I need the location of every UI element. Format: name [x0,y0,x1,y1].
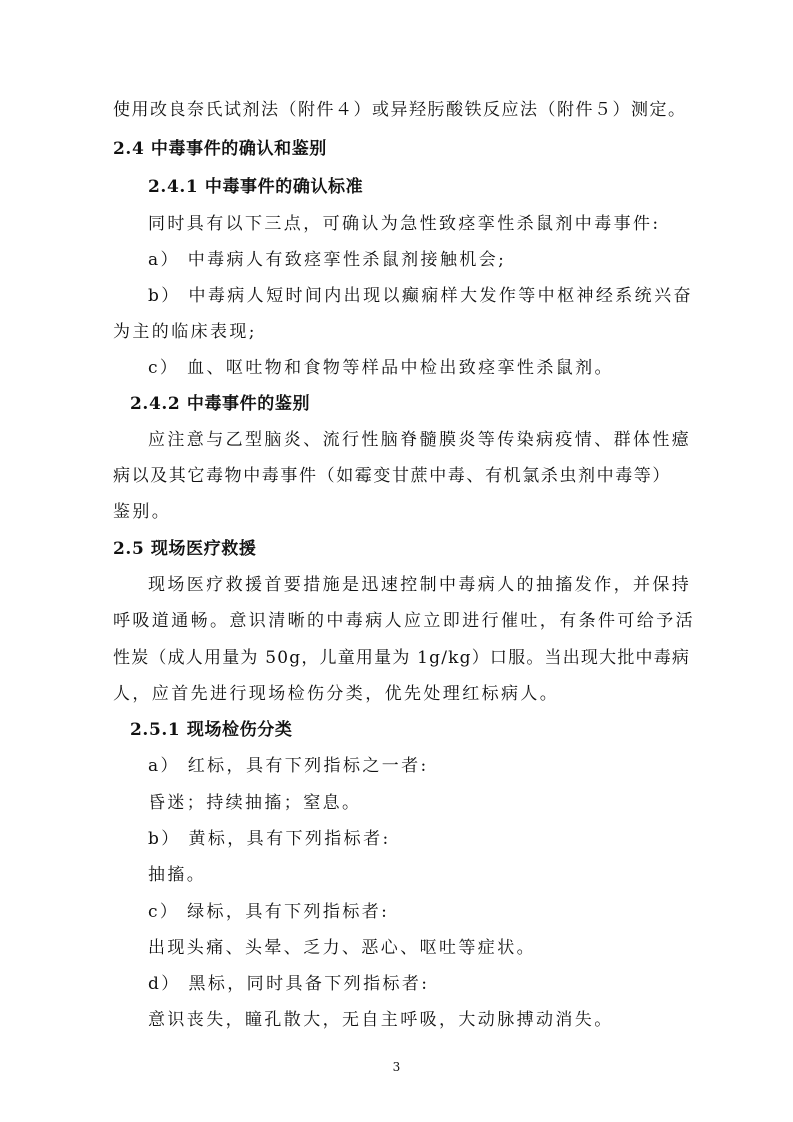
triage-green-label: c） 绿标，具有下列指标者: [148,902,390,922]
list-item-b-continued: 为主的临床表现; [113,322,257,342]
body-line: 使用改良奈氏试剂法（附件４）或异羟肟酸铁反应法（附件５）测定。 [113,100,687,120]
body-line: 应注意与乙型脑炎、流行性脑脊髓膜炎等传染病疫情、群体性癔 [148,430,692,450]
body-line: 鉴别。 [113,502,172,522]
list-item-a: a） 中毒病人有致痉挛性杀鼠剂接触机会; [148,250,507,270]
subsection-heading-2-5-1: 2.5.1 现场检伤分类 [130,720,293,740]
page-number: 3 [392,1060,401,1074]
triage-yellow-label: b） 黄标，具有下列指标者: [148,829,391,849]
subsection-heading-2-4-2: 2.4.2 中毒事件的鉴别 [130,394,311,414]
list-item-c: c） 血、呕吐物和食物等样品中检出致痉挛性杀鼠剂。 [148,358,614,378]
section-heading-2-5: 2.5 现场医疗救援 [113,539,257,559]
body-line: 人，应首先进行现场检伤分类，优先处理红标病人。 [113,684,560,704]
body-line: 性炭（成人用量为 50g，儿童用量为 1g/kg）口服。当出现大批中毒病 [113,648,691,668]
body-line: 病以及其它毒物中毒事件（如霉变甘蔗中毒、有机氯杀虫剂中毒等） [113,466,671,486]
triage-red-criteria: 昏迷；持续抽搐；窒息。 [148,793,362,813]
triage-green-criteria: 出现头痛、头晕、乏力、恶心、呕吐等症状。 [148,938,536,958]
body-line: 同时具有以下三点，可确认为急性致痉挛性杀鼠剂中毒事件: [148,214,661,234]
body-line: 现场医疗救援首要措施是迅速控制中毒病人的抽搐发作，并保持 [148,575,692,595]
triage-black-criteria: 意识丧失，瞳孔散大，无自主呼吸，大动脉搏动消失。 [148,1010,614,1030]
triage-red-label: a） 红标，具有下列指标之一者: [148,756,429,776]
triage-yellow-criteria: 抽搐。 [148,865,207,885]
body-line: 呼吸道通畅。意识清晰的中毒病人应立即进行催吐，有条件可给予活 [113,611,695,631]
subsection-heading-2-4-1: 2.4.1 中毒事件的确认标准 [148,177,364,197]
section-heading-2-4: 2.4 中毒事件的确认和鉴别 [113,139,327,159]
triage-black-label: d） 黑标，同时具备下列指标者: [148,974,430,994]
list-item-b: b） 中毒病人短时间内出现以癫痫样大发作等中枢神经系统兴奋 [148,286,693,306]
